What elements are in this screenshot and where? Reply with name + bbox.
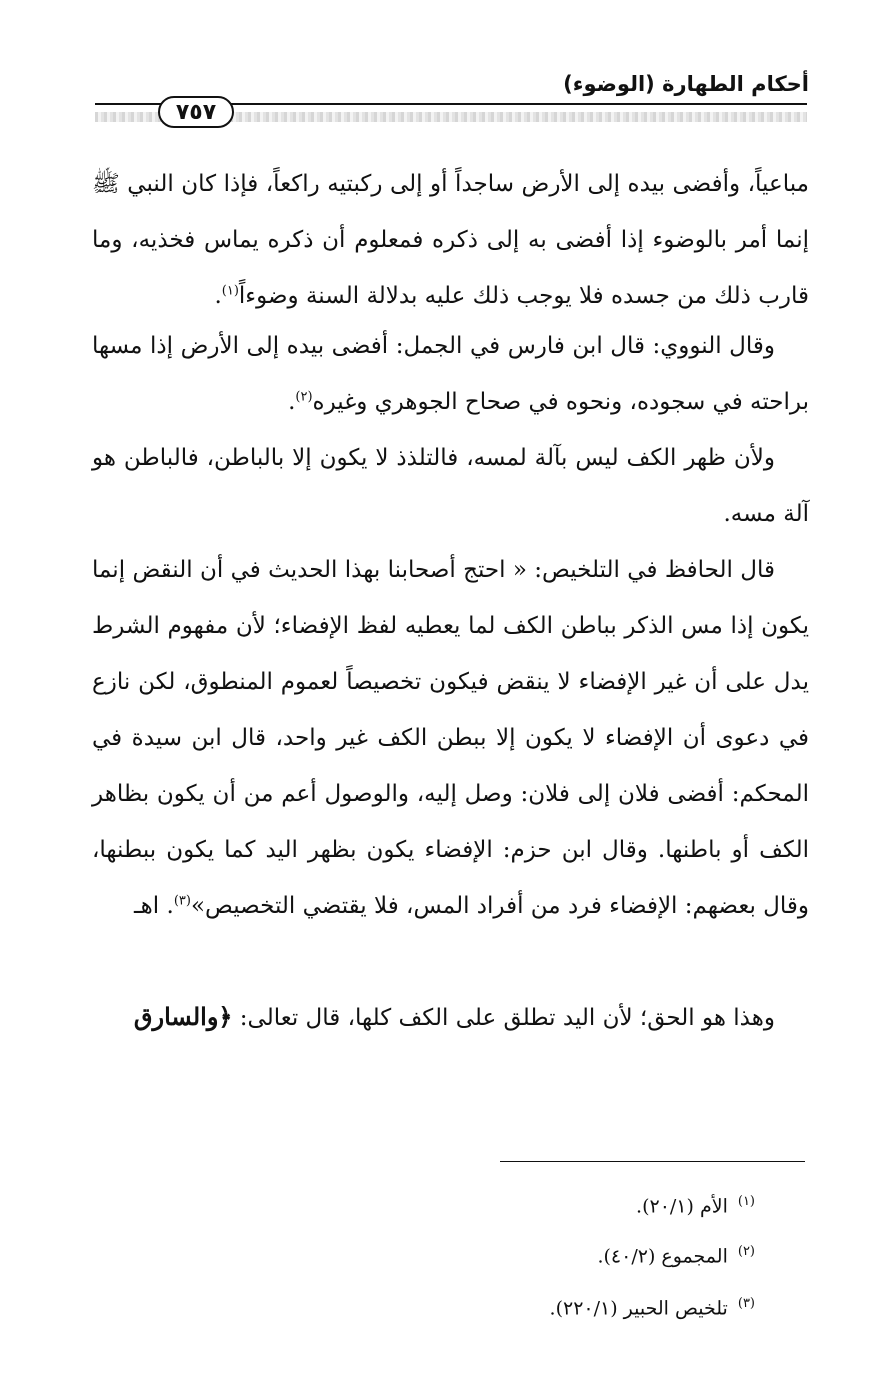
footnote-3-text: تلخيص الحبير (٢٢٠/١). — [549, 1297, 728, 1320]
footnote-separator — [500, 1161, 805, 1162]
paragraph-4-end: . اهـ — [133, 893, 174, 919]
paragraph-1-text: مباعياً، وأفضى بيده إلى الأرض ساجداً أو إلى ركبتيه راكعاً، فإذا كان النبي ﷺ إنما أمر بالوضوء إذا أفضى به إلى ذكره فمعلوم أن ذكره يماس فخذيه، وما قارب ذلك من جسده فلا يوجب ذلك عليه بدلالة السنة وضوءاً — [92, 171, 809, 309]
footnote-2 — [597, 1238, 755, 1270]
paragraph-5-text: وهذا هو الحق؛ لأن اليد تطلق على الكف كلها، قال تعالى: — [232, 1005, 775, 1031]
footnote-ref-3[interactable]: (٣) — [173, 893, 191, 909]
paragraph-2 — [92, 318, 809, 430]
footnote-ref-1[interactable]: (١) — [221, 283, 239, 299]
footnote-ref-2[interactable]: (٢) — [295, 389, 313, 405]
paragraph-2-end: . — [288, 389, 296, 415]
footnote-2-mark: (٢) — [737, 1244, 755, 1259]
paragraph-3-text: ولأن ظهر الكف ليس بآلة لمسه، فالتلذذ لا يكون إلا بالباطن، فالباطن هو آلة مسه. — [92, 445, 809, 527]
paragraph-4 — [92, 542, 809, 934]
page-number-badge — [158, 96, 234, 128]
paragraph-2-text: وقال النووي: قال ابن فارس في الجمل: أفضى بيده إلى الأرض إذا مسها براحته في سجوده، ونحوه في صحاح الجوهري وغيره — [92, 333, 809, 415]
footnote-2-text: المجموع (٤٠/٢). — [597, 1245, 728, 1268]
footnote-1-text: الأم (٢٠/١). — [636, 1195, 728, 1218]
footnote-1-mark: (١) — [737, 1194, 755, 1209]
paragraph-5 — [92, 989, 809, 1046]
page-number: ٧٥٧ — [175, 99, 217, 125]
footnote-1 — [636, 1188, 755, 1220]
quran-quote-start: ﴿والسارق — [133, 1002, 233, 1031]
paragraph-3 — [92, 430, 809, 542]
paragraph-1 — [92, 156, 809, 324]
running-header-title: أحكام الطهارة (الوضوء) — [563, 72, 809, 96]
paragraph-4-text: قال الحافظ في التلخيص: « احتج أصحابنا بهذا الحديث في أن النقض إنما يكون إذا مس الذكر بباطن الكف لما يعطيه لفظ الإفضاء؛ لأن مفهوم الشرط يدل على أن غير الإفضاء لا ينقض فيكون تخصيصاً لعموم المنطوق، لكن نازع في دعوى أن الإفضاء لا يكون إلا ببطن الكف غير واحد، قال ابن سيدة في المحكم: أفضى فلان إلى فلان: وصل إليه، والوصول أعم من أن يكون بظاهر الكف أو باطنها. وقال ابن حزم: الإفضاء يكون بظهر اليد كما يكون ببطنها، وقال بعضهم: الإفضاء فرد من أفراد المس، فلا يقتضي التخصيص» — [92, 557, 809, 919]
footnote-3-mark: (٣) — [737, 1296, 755, 1311]
paragraph-1-end: . — [214, 283, 222, 309]
footnote-3 — [550, 1290, 755, 1322]
